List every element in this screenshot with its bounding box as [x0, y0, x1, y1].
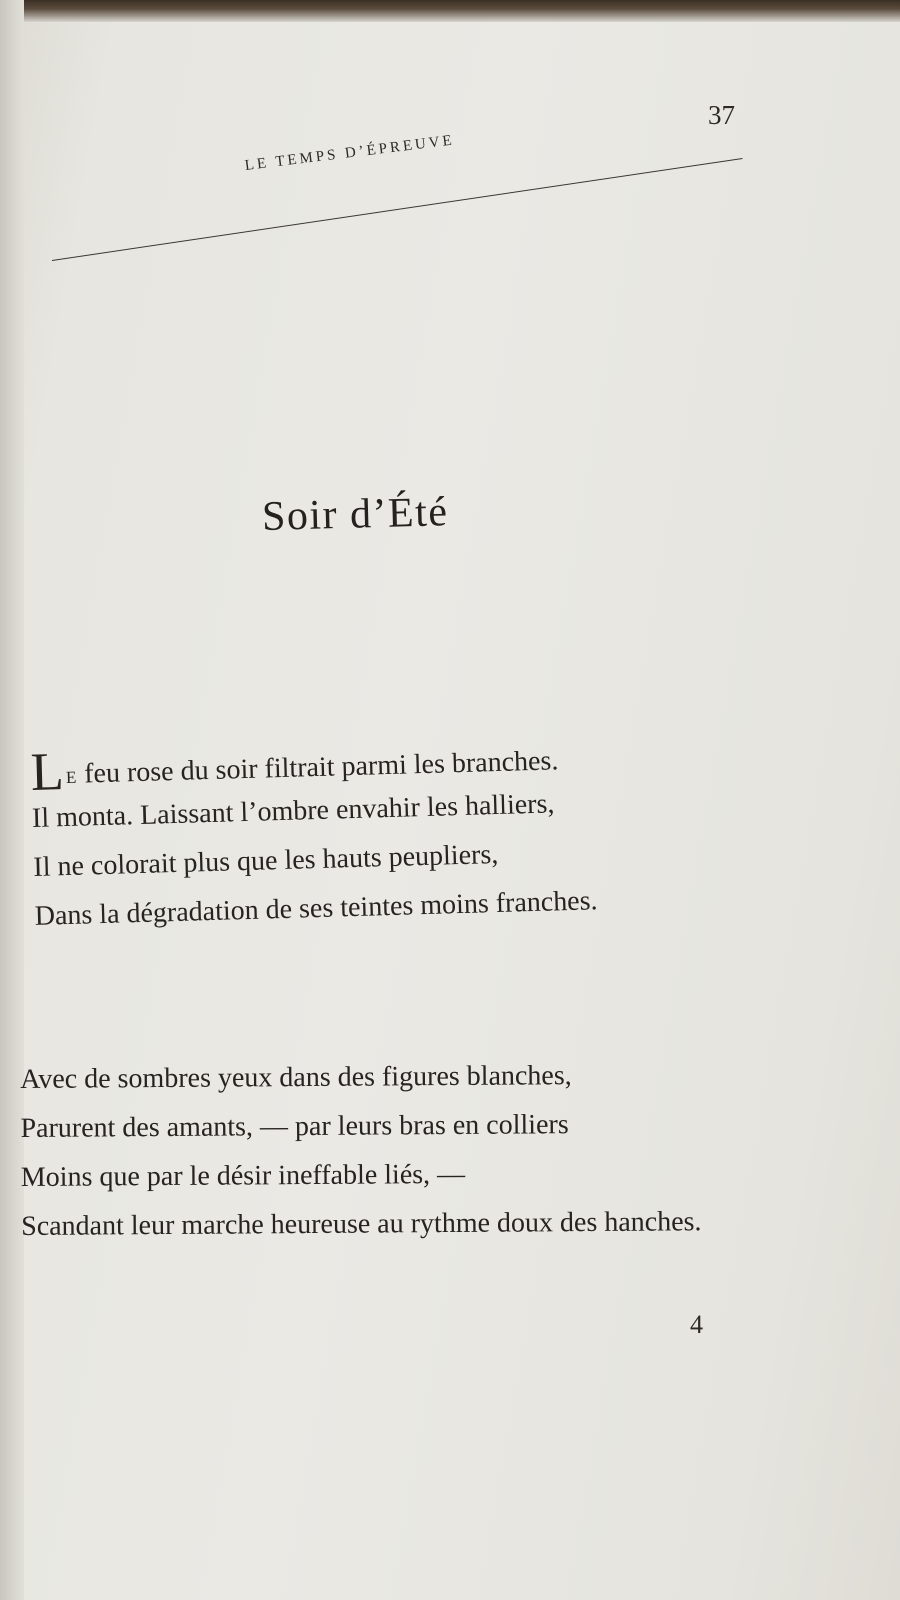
stanza-1 — [30, 729, 598, 941]
page-number: 37 — [708, 100, 735, 130]
verse-line: Il monta. Laissant l’ombre envahir les halliers, — [31, 788, 555, 834]
verse-text: feu rose du soir filtrait parmi les branches. — [76, 745, 559, 790]
verse-line: Parurent des amants, — par leurs bras en colliers — [20, 1109, 569, 1144]
small-cap-letter: E — [65, 767, 78, 788]
drop-cap: L — [29, 741, 65, 802]
page-edge-left — [0, 0, 24, 1600]
stanza-2 — [20, 1050, 702, 1251]
verse-line: Il ne colorait plus que les hauts peupliers, — [32, 838, 499, 883]
header-rule — [52, 158, 743, 261]
running-head: LE TEMPS D’ÉPREUVE — [243, 132, 456, 175]
page-edge-top — [24, 0, 900, 22]
verse-line: Moins que par le désir ineffable liés, — — [20, 1158, 466, 1193]
folio-number: 4 — [690, 1310, 703, 1339]
poem-title: Soir d’Été — [261, 489, 450, 540]
verse-line: Dans la dégradation de ses teintes moins franches. — [34, 885, 598, 932]
verse-line: Avec de sombres yeux dans des figures blanches, — [20, 1060, 572, 1095]
verse-line: Scandant leur marche heureuse au rythme doux des hanches. — [21, 1206, 702, 1242]
